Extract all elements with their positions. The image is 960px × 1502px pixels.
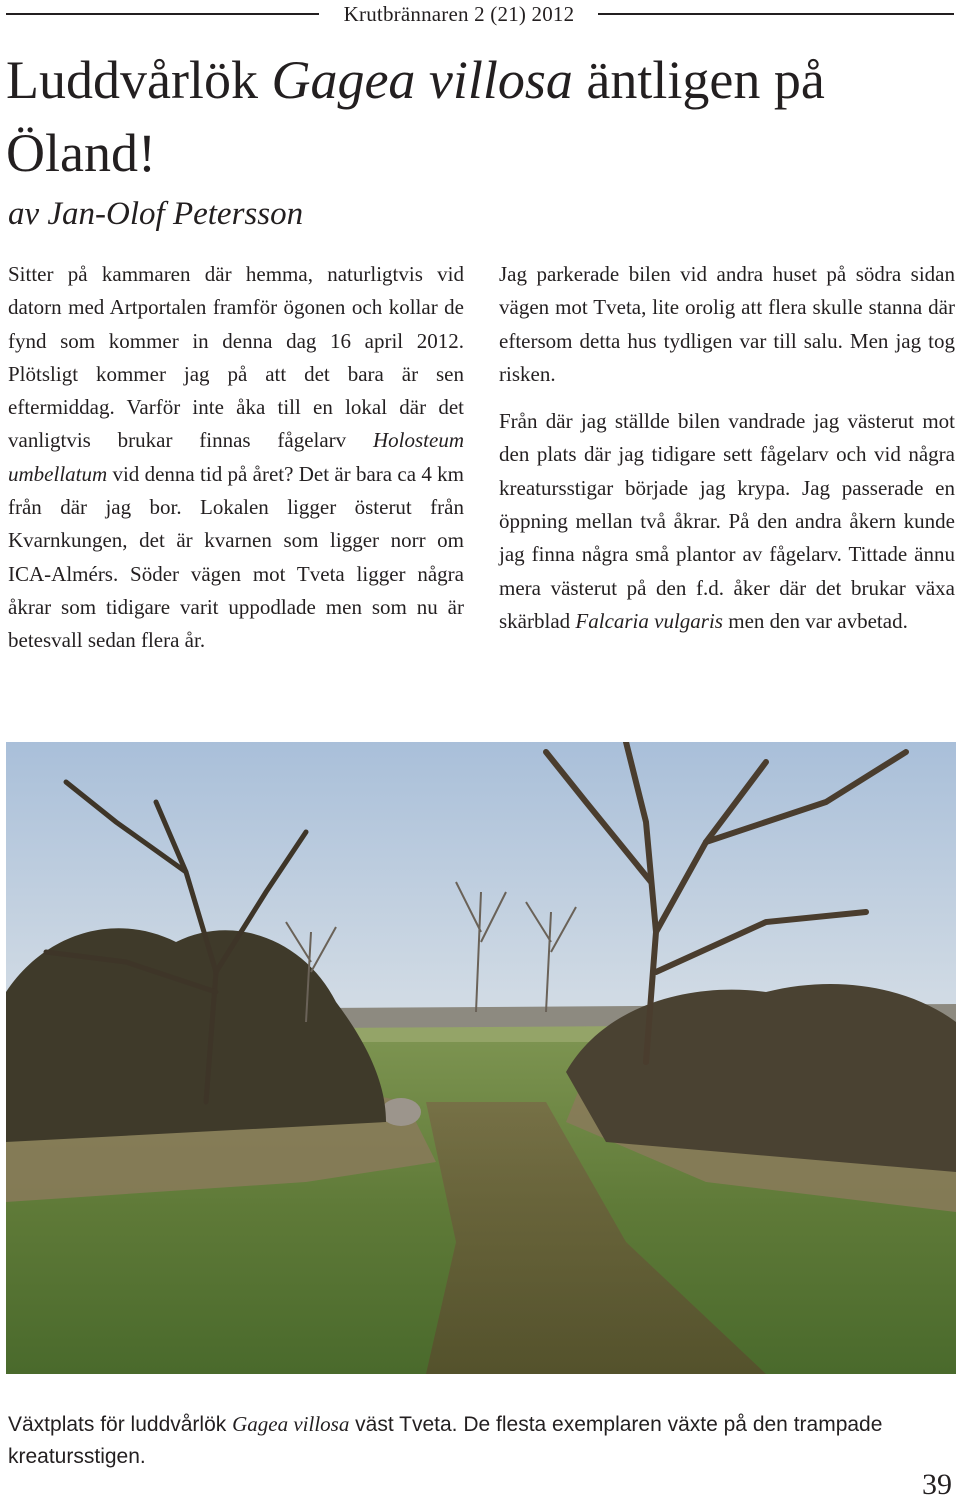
caption-text-1: Växtplats för luddvårlök [8, 1413, 233, 1436]
right-scientific-name: Falcaria vulgaris [575, 608, 723, 633]
right-paragraph-1: Jag parkerade bilen vid andra huset på södra sidan vägen mot Tveta, lite orolig att flera skulle stanna där eftersom detta hus tydligen var till salu. Men jag tog risken. [499, 262, 955, 386]
left-text-2: vid denna tid på året? Det är bara ca 4 km från där jag bor. Lokalen ligger österut från Kvarnkungen, det är kvarnen som ligger norr om ICA-Almérs. Söder vägen mot Tveta ligger några åkrar som tidigare varit uppodlade men som nu är betesvall sedan flera år. [8, 461, 464, 653]
title-scientific-name: Gagea villosa [271, 50, 573, 110]
caption-text-2: väst Tveta. De flesta exemplaren växte på den trampade kreatursstigen. [8, 1413, 883, 1468]
left-text-1: Sitter på kammaren där hemma, naturligtvis vid datorn med Artportalen framför ögonen och kollar de fynd som kommer in denna dag 16 april 2012. Plötsligt kommer jag på att det bara är sen eftermiddag. Varför inte åka till en lokal där det vanligtvis brukar finnas fågelarv [8, 262, 464, 453]
right-column [499, 258, 955, 638]
page-number: 39 [922, 1468, 952, 1501]
running-header: Krutbrännaren 2 (21) 2012 [343, 2, 575, 26]
byline: av Jan-Olof Petersson [8, 196, 304, 232]
figure-caption [8, 1408, 908, 1473]
header-rule-left [6, 13, 319, 15]
landscape-photo [6, 742, 956, 1374]
right-text-2: men den var avbetad. [722, 608, 908, 633]
right-text-1: Från där jag ställde bilen vandrade jag västerut mot den plats där jag tidigare sett fågelarv och vid några kreatursstigar började jag krypa. Jag passerade en öppning mellan två åkrar. På den andra åkern kunde jag finna några små plantor av fågelarv. Tittade ännu mera västerut på den f.d. åker där det brukar växa skärblad [499, 409, 955, 633]
right-paragraph-2 [499, 405, 955, 638]
left-column [8, 258, 464, 658]
caption-scientific-name: Gagea villosa [232, 1412, 350, 1436]
boulder-left [381, 1098, 421, 1126]
left-paragraph [8, 258, 464, 658]
title-part-2: äntligen på Öland! [6, 50, 825, 183]
left-scientific-name: Holosteum umbellatum [8, 428, 464, 486]
article-title [6, 44, 956, 190]
header-rule-right [598, 13, 954, 15]
title-part-1: Luddvårlök [6, 50, 272, 110]
